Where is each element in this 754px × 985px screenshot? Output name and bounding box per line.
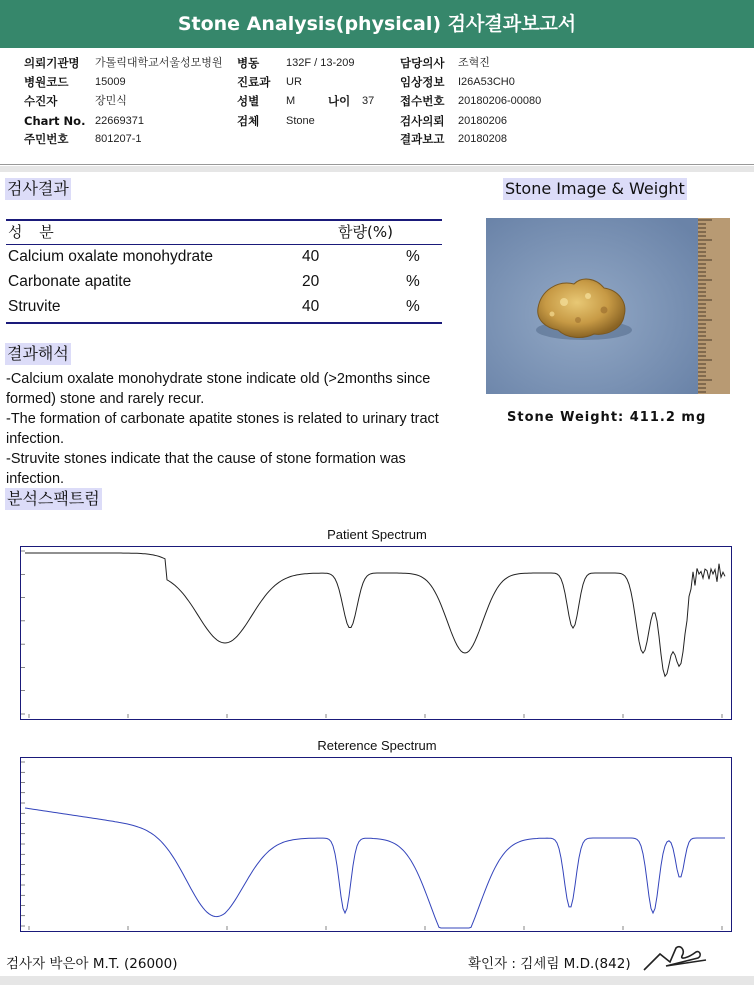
doctor-value: 조혁진 <box>458 57 490 69</box>
report-title: Stone Analysis(physical) 검사결과보고서 <box>0 0 754 48</box>
department-label: 진료과 <box>237 75 271 89</box>
hospital-code-label: 병원코드 <box>24 75 69 89</box>
age-label: 나이 <box>328 94 351 108</box>
handwritten-signature <box>640 940 710 974</box>
reference-spectrum-line <box>25 808 725 928</box>
interpretation-text <box>6 369 456 489</box>
info-row-3 <box>0 92 754 111</box>
clinical-info-label: 임상정보 <box>400 75 445 89</box>
info-row-2 <box>0 73 754 92</box>
interpretation-line: -Struvite stones indicate that the cause of stone formation was infection. <box>6 451 406 487</box>
table-row <box>6 270 442 295</box>
report-date-value: 20180208 <box>458 133 507 145</box>
results-heading: 검사결과 <box>7 179 69 198</box>
info-row-1 <box>0 54 754 73</box>
info-row-4 <box>0 112 754 131</box>
component-amount: 40 <box>302 248 320 265</box>
request-date-value: 20180206 <box>458 115 507 127</box>
age-value: 37 <box>362 95 375 107</box>
department-value: UR <box>286 76 302 88</box>
patient-spectrum-chart <box>20 546 732 720</box>
table-row <box>6 295 442 320</box>
specimen-value: Stone <box>286 115 315 127</box>
component-unit: % <box>406 298 420 315</box>
stone-image-heading: Stone Image & Weight <box>505 179 685 198</box>
institution-label: 의뢰기관명 <box>24 56 80 70</box>
amount-column-header: 함량(%) <box>338 223 393 241</box>
table-row <box>6 245 442 270</box>
chart-no-label: Chart No. <box>24 114 86 128</box>
component-amount: 40 <box>302 298 320 315</box>
patient-spectrum-line <box>25 553 725 676</box>
info-row-5 <box>0 130 754 149</box>
confirmer-signature-line: 확인자 : 김세림 M.D.(842) <box>468 956 631 972</box>
report-date-label: 결과보고 <box>400 132 445 146</box>
examiner-signature-line: 검사자 박은아 M.T. (26000) <box>6 956 178 972</box>
examinee-label: 수진자 <box>24 94 58 108</box>
spectrum-heading: 분석스팩트럼 <box>7 489 100 508</box>
receipt-no-label: 접수번호 <box>400 94 445 108</box>
chart-no-value: 22669371 <box>95 115 144 127</box>
request-date-label: 검사의뢰 <box>400 114 445 128</box>
component-name: Calcium oxalate monohydrate <box>8 248 214 265</box>
ward-value: 132F / 13-209 <box>286 57 355 69</box>
institution-value: 가톨릭대학교서울성모병원 <box>95 57 223 69</box>
component-column-header: 성 분 <box>8 223 60 241</box>
component-name: Struvite <box>8 298 61 315</box>
component-unit: % <box>406 248 420 265</box>
component-amount: 20 <box>302 273 320 290</box>
patient-info-section <box>0 48 754 165</box>
doctor-label: 담당의사 <box>400 56 445 70</box>
interpretation-heading: 결과해석 <box>7 344 69 363</box>
hospital-code-value: 15009 <box>95 76 126 88</box>
interpretation-line: -Calcium oxalate monohydrate stone indicate old (>2months since formed) stone and rarely recur. <box>6 371 431 407</box>
specimen-label: 검체 <box>237 114 260 128</box>
component-unit: % <box>406 273 420 290</box>
divider-strip <box>0 166 754 172</box>
examinee-value: 장민식 <box>95 95 127 107</box>
receipt-no-value: 20180206-00080 <box>458 95 542 107</box>
sex-label: 성별 <box>237 94 260 108</box>
patient-spectrum-title: Patient Spectrum <box>327 527 427 542</box>
sex-value: M <box>286 95 296 107</box>
reference-spectrum-chart <box>20 757 732 932</box>
stone-photo-graphic <box>486 218 730 394</box>
bottom-strip <box>0 976 754 985</box>
component-name: Carbonate apatite <box>8 273 132 290</box>
interpretation-line: -The formation of carbonate apatite stones is related to urinary tract infection. <box>6 411 439 447</box>
reference-spectrum-plot <box>21 758 730 930</box>
table-rule-bottom <box>6 322 442 324</box>
ward-label: 병동 <box>237 56 260 70</box>
resident-no-label: 주민번호 <box>24 132 69 146</box>
stone-weight: Stone Weight: 411.2 mg <box>507 410 707 425</box>
patient-spectrum-plot <box>21 547 730 718</box>
resident-no-value: 801207-1 <box>95 133 142 145</box>
stone-photo <box>486 218 730 394</box>
reference-spectrum-title: Reterence Spectrum <box>317 738 437 753</box>
clinical-info-value: I26A53CH0 <box>458 76 515 88</box>
